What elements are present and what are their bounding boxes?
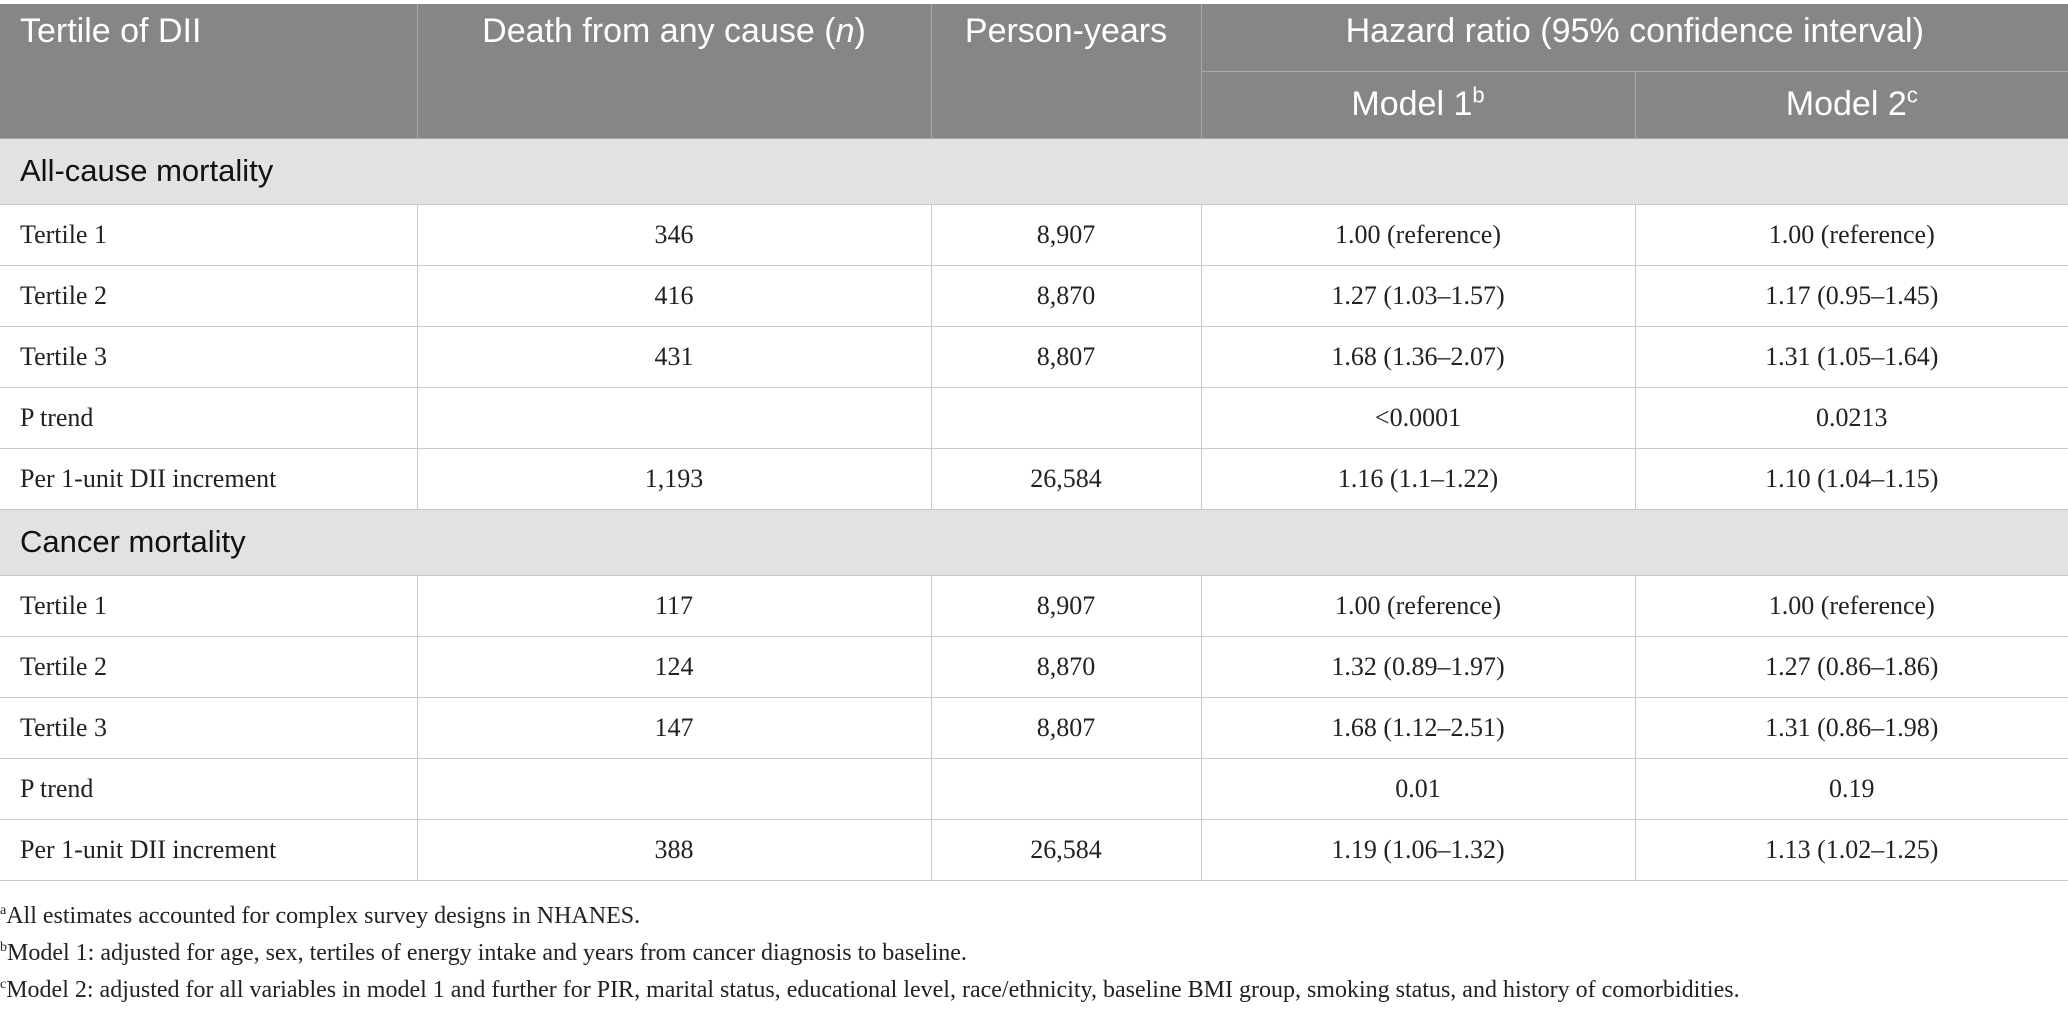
model2-cell: 1.27 (0.86–1.86)	[1635, 636, 2068, 697]
model1-cell: 1.19 (1.06–1.32)	[1201, 819, 1635, 880]
deaths-cell: 117	[417, 575, 931, 636]
section-row-cancer	[0, 509, 2068, 575]
table-row	[0, 636, 2068, 697]
header-deaths: Death from any cause (n)	[417, 4, 931, 138]
person-years-cell: 8,870	[931, 636, 1201, 697]
row-label: P trend	[0, 387, 417, 448]
row-label: Tertile 1	[0, 575, 417, 636]
row-label: Tertile 2	[0, 265, 417, 326]
model1-cell: 1.27 (1.03–1.57)	[1201, 265, 1635, 326]
section-row-all-cause	[0, 138, 2068, 204]
model2-cell: 1.13 (1.02–1.25)	[1635, 819, 2068, 880]
table-row	[0, 697, 2068, 758]
person-years-cell: 8,807	[931, 326, 1201, 387]
person-years-cell	[931, 758, 1201, 819]
model1-cell: 1.00 (reference)	[1201, 575, 1635, 636]
table-row	[0, 448, 2068, 509]
model2-cell: 1.31 (0.86–1.98)	[1635, 697, 2068, 758]
model2-cell: 0.19	[1635, 758, 2068, 819]
table-row	[0, 819, 2068, 880]
footnote-b: $^b$Model 1: adjusted for age, sex, tertiles of energy intake and years from cancer diagnosis to baseline.	[0, 940, 967, 966]
deaths-cell: 388	[417, 819, 931, 880]
model1-cell: 1.16 (1.1–1.22)	[1201, 448, 1635, 509]
header-model2: Model 2$^c$	[1635, 71, 2068, 138]
header-hazard-ratio: Hazard ratio (95% confidence interval)	[1201, 4, 2068, 71]
table-body	[0, 138, 2068, 880]
deaths-cell: 416	[417, 265, 931, 326]
person-years-cell: 8,807	[931, 697, 1201, 758]
deaths-cell	[417, 758, 931, 819]
deaths-cell: 431	[417, 326, 931, 387]
deaths-cell: 1,193	[417, 448, 931, 509]
model1-cell: 0.01	[1201, 758, 1635, 819]
model2-cell: 1.10 (1.04–1.15)	[1635, 448, 2068, 509]
person-years-cell: 26,584	[931, 448, 1201, 509]
model1-cell: <0.0001	[1201, 387, 1635, 448]
model2-cell: 1.00 (reference)	[1635, 204, 2068, 265]
table-row	[0, 326, 2068, 387]
row-label: P trend	[0, 758, 417, 819]
model1-cell: 1.32 (0.89–1.97)	[1201, 636, 1635, 697]
table-row	[0, 575, 2068, 636]
table-row	[0, 204, 2068, 265]
footnotes	[0, 898, 2068, 1009]
footnote-c: $^c$Model 2: adjusted for all variables in model 1 and further for PIR, marital status, educational level, race/ethnicity, baseline BMI group, smoking status, and history of comorbidities.	[0, 977, 1740, 1003]
model1-cell: 1.68 (1.36–2.07)	[1201, 326, 1635, 387]
model2-cell: 1.17 (0.95–1.45)	[1635, 265, 2068, 326]
person-years-cell	[931, 387, 1201, 448]
header-tertile: Tertile of DII	[0, 4, 417, 138]
deaths-cell: 346	[417, 204, 931, 265]
header-person-years: Person-years	[931, 4, 1201, 138]
model2-cell: 1.00 (reference)	[1635, 575, 2068, 636]
row-label: Tertile 1	[0, 204, 417, 265]
model1-cell: 1.68 (1.12–2.51)	[1201, 697, 1635, 758]
model1-cell: 1.00 (reference)	[1201, 204, 1635, 265]
row-label: Tertile 3	[0, 326, 417, 387]
person-years-cell: 8,870	[931, 265, 1201, 326]
model2-cell: 0.0213	[1635, 387, 2068, 448]
row-label: Tertile 2	[0, 636, 417, 697]
results-table	[0, 4, 2068, 881]
deaths-cell: 147	[417, 697, 931, 758]
table-row	[0, 758, 2068, 819]
person-years-cell: 8,907	[931, 575, 1201, 636]
table-header	[0, 4, 2068, 138]
row-label: Tertile 3	[0, 697, 417, 758]
person-years-cell: 8,907	[931, 204, 1201, 265]
table-row	[0, 265, 2068, 326]
table-row	[0, 387, 2068, 448]
person-years-cell: 26,584	[931, 819, 1201, 880]
section-title: All-cause mortality	[0, 138, 2068, 204]
deaths-cell	[417, 387, 931, 448]
row-label: Per 1-unit DII increment	[0, 819, 417, 880]
footnote-a: $^a$All estimates accounted for complex survey designs in NHANES.	[0, 903, 641, 929]
section-title: Cancer mortality	[0, 509, 2068, 575]
header-model1: Model 1$^b$	[1201, 71, 1635, 138]
deaths-cell: 124	[417, 636, 931, 697]
row-label: Per 1-unit DII increment	[0, 448, 417, 509]
model2-cell: 1.31 (1.05–1.64)	[1635, 326, 2068, 387]
